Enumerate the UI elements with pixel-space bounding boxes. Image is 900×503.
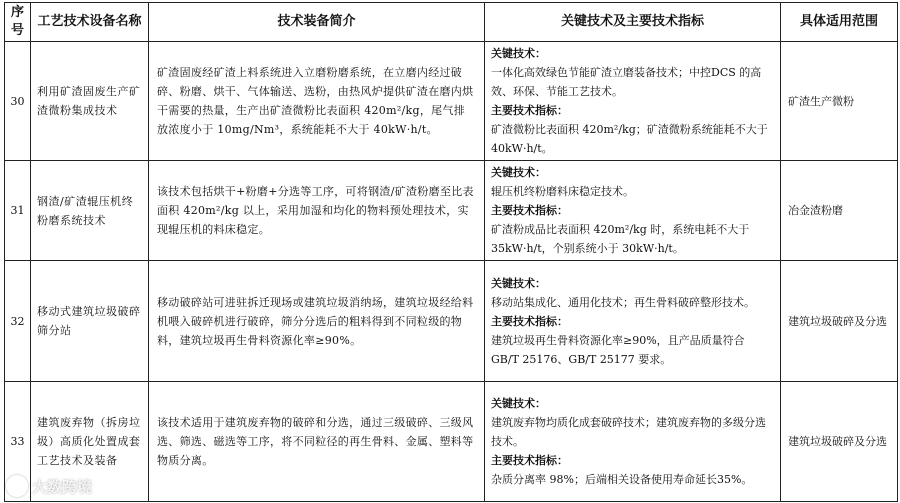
main-index-text: 杂质分离率 98%；后端相关设备使用寿命延长35%。 — [491, 473, 753, 486]
header-name: 工艺技术设备名称 — [31, 3, 149, 42]
row-tech — [485, 161, 781, 261]
main-index-text: 矿渣微粉比表面积 420m²/kg；矿渣微粉系统能耗不大于 40kW·h/t。 — [491, 123, 768, 155]
row-intro: 该技术包括烘干+粉磨+分选等工序，可将钢渣/矿渣粉磨至比表面积 420m²/kg 以上，采用加湿和均化的物料预处理技术，实现辊压机的料床稳定。 — [149, 161, 485, 261]
key-tech-label: 关键技术： — [491, 276, 546, 290]
row-intro: 矿渣固废经矿渣上料系统进入立磨粉磨系统，在立磨内经过破碎、粉磨、烘干、气体输送、选粉，由热风炉提供矿渣在磨内烘干需要的热量，生产出矿渣微粉比表面积 420m²/kg，尾气排放浓度小于 10mg/Nm³，系统能耗不大于 40kW·h/t。 — [149, 42, 485, 161]
row-intro: 该技术适用于建筑废弃物的破碎和分选，通过三级破碎、三级风选、筛选、磁选等工序，将不同粒径的再生骨料、金属、塑料等物质分离。 — [149, 382, 485, 502]
row-seq: 33 — [5, 382, 31, 502]
row-scope: 矿渣生产微粉 — [781, 42, 898, 161]
row-scope: 冶金渣粉磨 — [781, 161, 898, 261]
row-tech — [485, 42, 781, 161]
watermark-text: 大数跨境 — [32, 477, 93, 496]
key-tech-text: 建筑废弃物均质化成套破碎技术；建筑废弃物的多级分选技术。 — [491, 416, 766, 448]
main-index-label: 主要技术指标： — [491, 454, 568, 467]
main-index-text: 矿渣粉成品比表面积 420m²/kg 时，系统电耗不大于 35kW·h/t，个别系统小于 30kW·h/t。 — [491, 223, 750, 255]
key-tech-text: 一体化高效绿色节能矿渣立磨装备技术；中控DCS 的高效、环保、节能工艺技术。 — [491, 66, 762, 98]
row-tech — [485, 261, 781, 382]
row-name: 利用矿渣固废生产矿渣微粉集成技术 — [31, 42, 149, 161]
header-scope: 具体适用范围 — [781, 3, 898, 42]
table-row — [5, 261, 898, 382]
main-index-label: 主要技术指标： — [491, 104, 568, 117]
row-scope: 建筑垃圾破碎及分选 — [781, 261, 898, 382]
key-tech-label: 关键技术： — [491, 166, 546, 179]
key-tech-label: 关键技术： — [491, 397, 546, 410]
main-index-text: 建筑垃圾再生骨料资源化率≥90%，且产品质量符合 GB/T 25176、GB/T 25177 要求。 — [491, 333, 745, 366]
header-intro: 技术装备简介 — [149, 3, 485, 42]
main-index-label: 主要技术指标： — [491, 314, 568, 328]
key-tech-label: 关键技术： — [491, 47, 546, 60]
row-scope: 建筑垃圾破碎及分选 — [781, 382, 898, 502]
row-tech — [485, 382, 781, 502]
header-seq: 序号 — [5, 3, 31, 42]
tech-equipment-table — [4, 2, 898, 502]
table-row — [5, 42, 898, 161]
row-intro: 移动破碎站可进驻拆迁现场或建筑垃圾消纳场，建筑垃圾经给料机喂入破碎机进行破碎，筛分分选后的粗料得到不同粒级的物料，建筑垃圾再生骨料资源化率≥90%。 — [149, 261, 485, 382]
row-seq: 32 — [5, 261, 31, 382]
header-tech: 关键技术及主要技术指标 — [485, 3, 781, 42]
watermark — [6, 475, 92, 497]
key-tech-text: 移动站集成化、通用化技术；再生骨料破碎整形技术。 — [491, 295, 755, 309]
table-row — [5, 161, 898, 261]
table-row — [5, 382, 898, 502]
key-tech-text: 辊压机终粉磨料床稳定技术。 — [491, 185, 634, 198]
row-name: 钢渣/矿渣辊压机终粉磨系统技术 — [31, 161, 149, 261]
header-row — [5, 3, 898, 42]
main-index-label: 主要技术指标： — [491, 204, 568, 217]
row-seq: 31 — [5, 161, 31, 261]
row-name: 建筑废弃物（拆房垃圾）高质化处置成套工艺技术及装备 — [31, 382, 149, 502]
logo-circle-icon — [6, 475, 28, 497]
row-seq: 30 — [5, 42, 31, 161]
row-name: 移动式建筑垃圾破碎筛分站 — [31, 261, 149, 382]
